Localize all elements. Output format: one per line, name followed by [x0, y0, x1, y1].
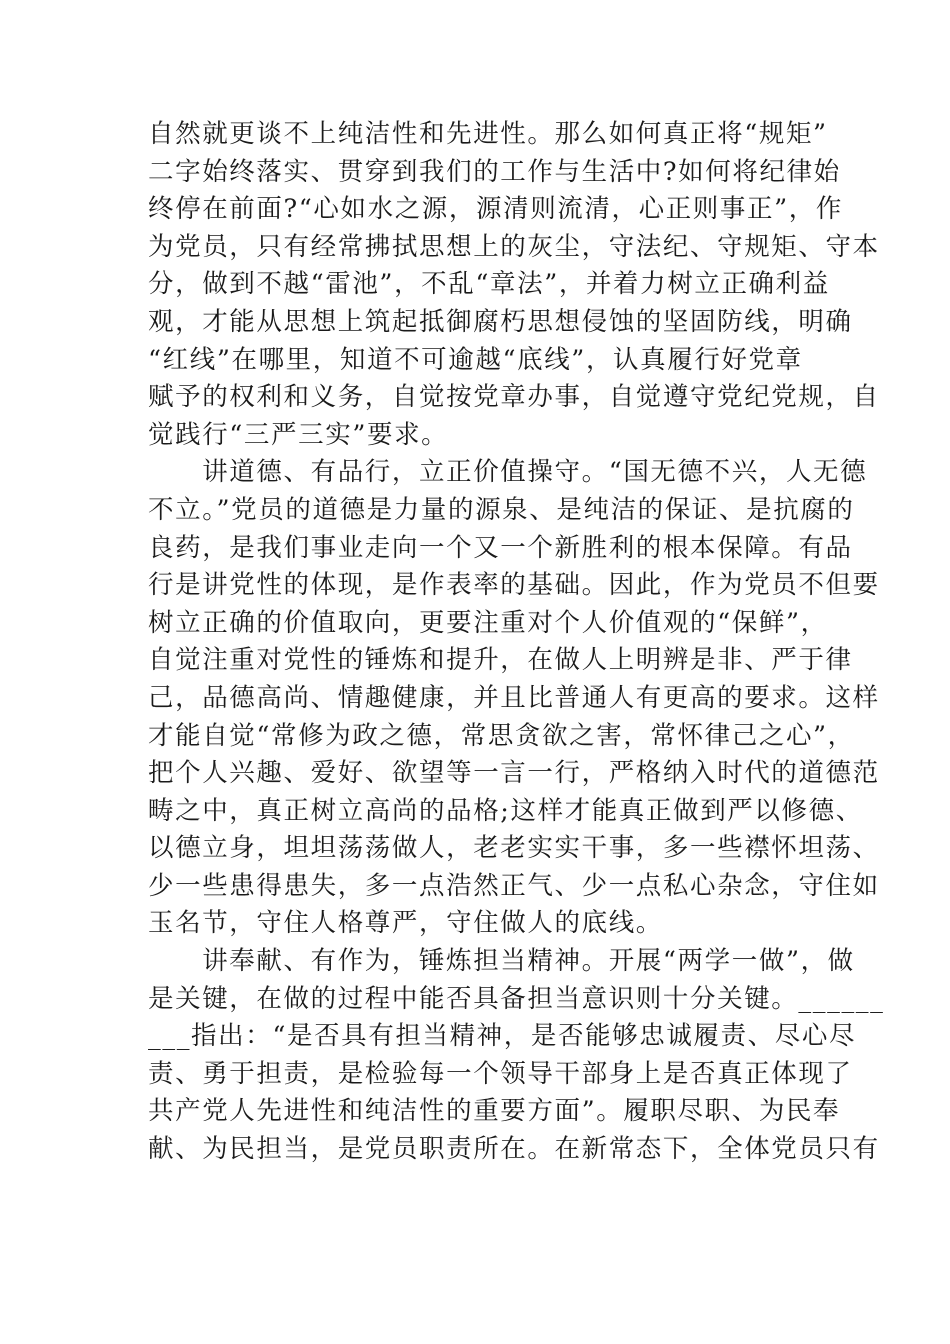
text-line: 观，才能从思想上筑起抵御腐朽思想侵蚀的坚固防线，明确 — [148, 306, 853, 337]
paragraph-3 — [148, 943, 885, 1169]
paragraph-2 — [148, 454, 880, 943]
text-line: “红线”在哪里，知道不可逾越“底线”，认真履行好党章 — [148, 344, 803, 375]
text-line: 良药，是我们事业走向一个又一个新胜利的根本保障。有品 — [148, 532, 853, 563]
text-line: 以德立身，坦坦荡荡做人，老老实实干事，多一些襟怀坦荡、 — [148, 833, 880, 864]
text-line: 不立。”党员的道德是力量的源泉、是纯洁的保证、是抗腐的 — [148, 494, 855, 525]
text-line: 讲奉献、有作为，锤炼担当精神。开展“两学一做”，做 — [148, 946, 855, 977]
text-line: 责、勇于担责，是检验每一个领导干部身上是否真正体现了 — [148, 1058, 853, 1089]
text-line: 才能自觉“常修为政之德，常思贪欲之害，常怀律己之心”， — [148, 720, 855, 751]
text-line: 畴之中，真正树立高尚的品格;这样才能真正做到严以修德、 — [148, 795, 863, 826]
text-line: 赋予的权利和义务，自觉按党章办事，自觉遵守党纪党规，自 — [148, 382, 880, 413]
text-line: 自然就更谈不上纯洁性和先进性。那么如何真正将“规矩” — [148, 119, 828, 149]
text-line: 少一些患得患失，多一点浩然正气、少一点私心杂念，守住如 — [148, 870, 880, 901]
text-line: 讲道德、有品行，立正价值操守。“国无德不兴，人无德 — [148, 457, 868, 488]
text-line: 是关键，在做的过程中能否具备担当意识则十分关键。______ — [148, 983, 885, 1014]
text-line: ___指出：“是否具有担当精神，是否能够忠诚履责、尽心尽 — [148, 1021, 857, 1052]
text-line: 树立正确的价值取向，更要注重对个人价值观的“保鲜”， — [148, 607, 828, 638]
text-line: 玉名节，守住人格尊严，守住做人的底线。 — [148, 908, 663, 939]
paragraph-1 — [148, 116, 880, 454]
text-line: 共产党人先进性和纯洁性的重要方面”。履职尽职、为民奉 — [148, 1096, 841, 1127]
text-line: 觉践行“三严三实”要求。 — [148, 419, 449, 450]
text-line: 二字始终落实、贯穿到我们的工作与生活中?如何将纪律始 — [148, 156, 841, 187]
text-line: 把个人兴趣、爱好、欲望等一言一行，严格纳入时代的道德范 — [148, 758, 880, 789]
text-line: 己，品德高尚、情趣健康，并且比普通人有更高的要求。这样 — [148, 682, 880, 713]
text-line: 为党员，只有经常拂拭思想上的灰尘，守法纪、守规矩、守本 — [148, 231, 880, 262]
document-body — [148, 116, 885, 1169]
text-line: 分，做到不越“雷池”，不乱“章法”，并着力树立正确利益 — [148, 269, 830, 300]
text-line: 终停在前面?“心如水之源，源清则流清，心正则事正”，作 — [148, 194, 843, 225]
text-line: 自觉注重对党性的锤炼和提升，在做人上明辨是非、严于律 — [148, 645, 853, 676]
text-line: 献、为民担当，是党员职责所在。在新常态下，全体党员只有 — [148, 1134, 880, 1165]
text-line: 行是讲党性的体现，是作表率的基础。因此，作为党员不但要 — [148, 570, 880, 601]
